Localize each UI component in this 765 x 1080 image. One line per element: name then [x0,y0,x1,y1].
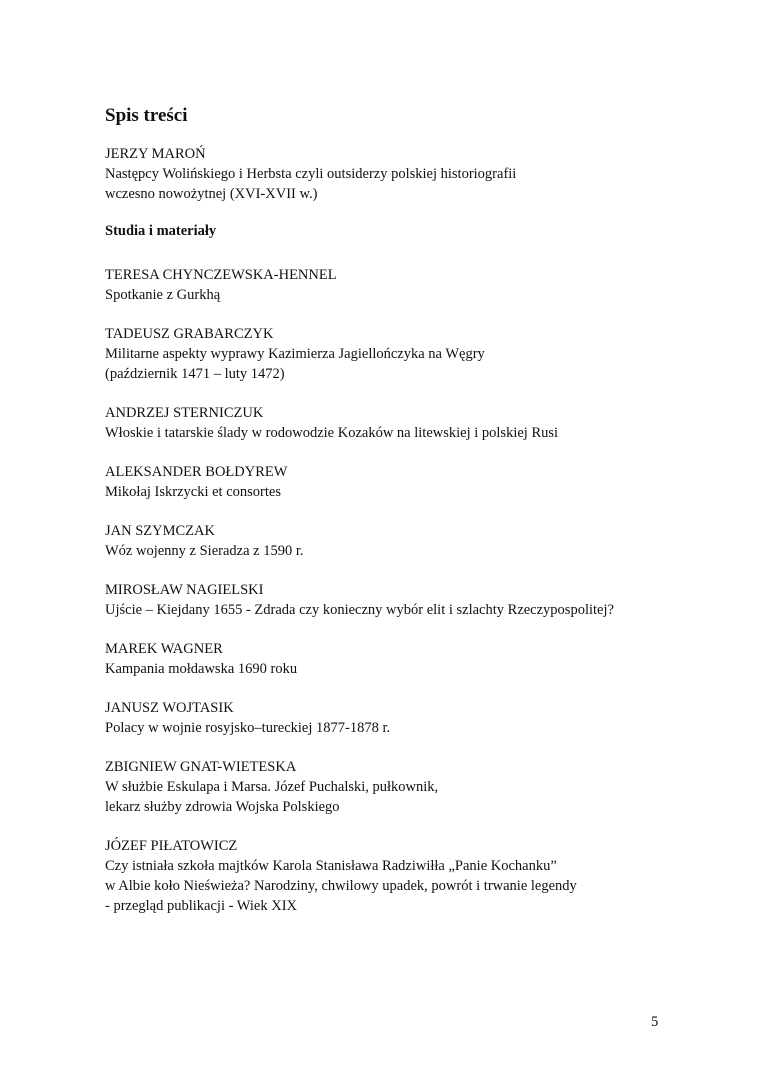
entry-author: ANDRZEJ STERNICZUK [105,405,264,421]
toc-entry [105,265,715,305]
entry-title-line: Czy istniała szkoła majtków Karola Stanisława Radziwiłła „Panie Kochanku” [105,858,557,874]
toc-entry [105,757,715,817]
entry-title-line: Polacy w wojnie rosyjsko–tureckiej 1877-1878 r. [105,720,391,736]
toc-entry-intro [105,144,715,204]
entry-author: JANUSZ WOJTASIK [105,700,234,716]
toc-entry [105,462,715,502]
entry-author: MIROSŁAW NAGIELSKI [105,582,264,598]
page-number: 5 [651,1014,659,1030]
entry-author: JÓZEF PIŁATOWICZ [105,838,238,854]
entry-author: JERZY MAROŃ [105,146,206,162]
entry-title-line: Militarne aspekty wyprawy Kazimierza Jagiellończyka na Węgry [105,346,485,362]
entry-author: TERESA CHYNCZEWSKA-HENNEL [105,267,337,283]
toc-entry [105,698,715,738]
entry-author: JAN SZYMCZAK [105,523,215,539]
entry-title-line: Ujście – Kiejdany 1655 - Zdrada czy konieczny wybór elit i szlachty Rzeczypospolitej? [105,602,614,618]
entry-author: ALEKSANDER BOŁDYREW [105,464,288,480]
entry-title-line: Mikołaj Iskrzycki et consortes [105,484,281,500]
toc-entry [105,639,715,679]
toc-entry [105,521,715,561]
entry-title-line: Kampania mołdawska 1690 roku [105,661,298,677]
entry-title-line: Włoskie i tatarskie ślady w rodowodzie Kozaków na litewskiej i polskiej Rusi [105,425,559,441]
entry-title-line: Spotkanie z Gurkhą [105,287,221,303]
toc-entry [105,836,715,916]
entry-author: ZBIGNIEW GNAT-WIETESKA [105,759,297,775]
toc-entries [105,265,715,916]
entry-title-line: (październik 1471 – luty 1472) [105,366,285,382]
table-of-contents [105,104,715,935]
toc-title: Spis treści [105,105,188,126]
entry-title-line: lekarz służby zdrowia Wojska Polskiego [105,799,340,815]
toc-entry [105,403,715,443]
entry-title-line: wczesno nowożytnej (XVI-XVII w.) [105,186,318,202]
entry-title-line: Następcy Wolińskiego i Herbsta czyli outsiderzy polskiej historiografii [105,166,517,182]
section-heading: Studia i materiały [105,223,217,239]
entry-title-line: w Albie koło Nieświeża? Narodziny, chwilowy upadek, powrót i trwanie legendy [105,878,577,894]
entry-author: MAREK WAGNER [105,641,223,657]
entry-title-line: W służbie Eskulapa i Marsa. Józef Puchalski, pułkownik, [105,779,439,795]
entry-title-line: Wóz wojenny z Sieradza z 1590 r. [105,543,304,559]
entry-author: TADEUSZ GRABARCZYK [105,326,274,342]
entry-title-line: - przegląd publikacji - Wiek XIX [105,898,298,914]
toc-entry [105,324,715,384]
toc-entry [105,580,715,620]
